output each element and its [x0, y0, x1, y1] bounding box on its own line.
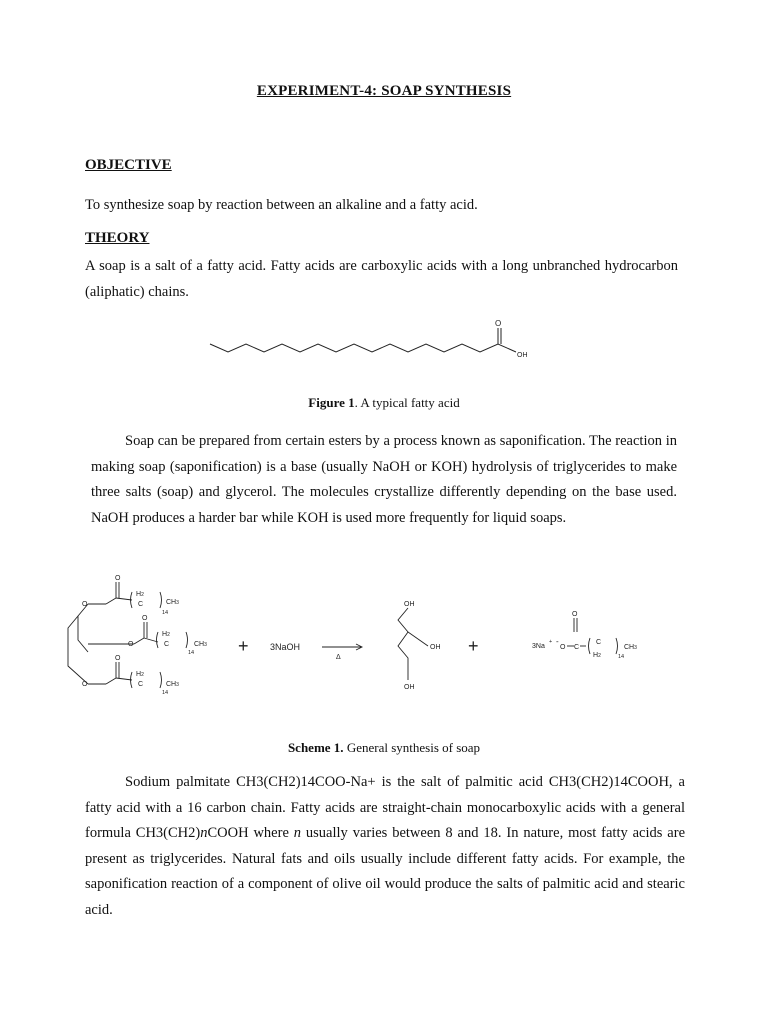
soap-na-label: 3Na — [532, 643, 545, 650]
paragraph-3-lead: Sodium palmitate CH3(CH2)14COO-Na+ is the salt of palmitic acid CH3(CH2)14COOH, a fatty acid with a 16 carbon chain. Fatty acids are straight-chain monocarboxylic acids with a general formula CH3(CH2) — [85, 774, 685, 841]
scheme-plus-1: + — [238, 636, 249, 656]
scheme-carbonyl-o-3: O — [115, 655, 121, 662]
soap-na-charge: + — [549, 639, 553, 645]
figure-1-o-label: O — [495, 319, 502, 328]
formula-n: n — [200, 825, 208, 841]
scheme-ch3-3: CH3 — [166, 681, 179, 688]
glycerol-oh-top: OH — [404, 601, 415, 608]
soap-o-minus: O — [560, 644, 566, 651]
scheme-ch3-1: CH3 — [166, 599, 179, 606]
scheme-carbonyl-o-1: O — [115, 575, 121, 582]
figure-1-caption-text: . A typical fatty acid — [354, 395, 460, 410]
scheme-c-1: C — [138, 601, 144, 608]
scheme-sub-14-1: 14 — [162, 610, 169, 616]
scheme-c-2: C — [164, 641, 170, 648]
scheme-plus-2: + — [468, 636, 479, 656]
scheme-carbonyl-o-2: O — [142, 615, 148, 622]
variable-n: n — [293, 825, 302, 841]
scheme-ester-o-1: O — [82, 601, 88, 608]
scheme-reagent: 3NaOH — [270, 642, 301, 652]
scheme-h2-1: H2 — [136, 591, 144, 598]
soap-chain-c: C — [596, 639, 602, 646]
scheme-ester-o-2: O — [128, 641, 134, 648]
soap-ch3: CH3 — [624, 644, 637, 651]
paragraph-3-tail: usually varies between 8 and 18. In nature, most fatty acids are present as triglycerides. Natural fats and oils usually include different fatty acids. For example, the saponification reaction of a component of olive oil would produce the salts of palmitic acid and stearic acid. — [85, 825, 686, 918]
soap-o-charge: - — [556, 637, 559, 646]
scheme-1-caption-text: General synthesis of soap — [343, 740, 481, 755]
figure-1-caption-label: Figure 1 — [308, 395, 355, 410]
soap-carbonyl-o: O — [572, 611, 578, 618]
scheme-h2-3: H2 — [136, 671, 144, 678]
glycerol-oh-middle: OH — [430, 644, 441, 651]
objective-text: To synthesize soap by reaction between an alkaline and a fatty acid. — [85, 197, 478, 213]
objective-heading: OBJECTIVE — [85, 157, 172, 173]
saponification-scheme — [60, 570, 700, 700]
scheme-sub-14-3: 14 — [162, 690, 169, 696]
glycerol-oh-bottom: OH — [404, 684, 415, 691]
scheme-1-caption — [0, 740, 768, 756]
scheme-c-3: C — [138, 681, 144, 688]
fatty-acid-structure — [200, 312, 540, 372]
scheme-sub-14-2: 14 — [188, 650, 195, 656]
theory-heading: THEORY — [85, 230, 150, 246]
soap-sub-14: 14 — [618, 654, 625, 660]
paragraph-3-mid: COOH where — [207, 825, 294, 841]
soap-h2: H2 — [593, 652, 601, 659]
scheme-h2-2: H2 — [162, 631, 170, 638]
theory-paragraph-3 — [85, 770, 685, 923]
theory-paragraph-2: Soap can be prepared from certain esters by a process known as saponification. The reaction in making soap (saponification) is a base (usually NaOH or KOH) hydrolysis of triglycerides to make three salts (soap) and glycerol. The molecules crystallize differently depending on the base used. NaOH produces a harder bar while KOH is used more frequently for liquid soaps. — [91, 433, 677, 526]
scheme-ester-o-3: O — [82, 681, 88, 688]
scheme-1-caption-label: Scheme 1. — [287, 740, 344, 755]
page-title: EXPERIMENT-4: SOAP SYNTHESIS — [256, 83, 512, 99]
scheme-heat-symbol: Δ — [336, 654, 341, 661]
figure-1-caption — [0, 395, 768, 411]
figure-1-oh-label: OH — [517, 352, 528, 359]
scheme-ch3-2: CH3 — [194, 641, 207, 648]
theory-paragraph-1: A soap is a salt of a fatty acid. Fatty acids are carboxylic acids with a long unbranched hydrocarbon (aliphatic) chains. — [85, 258, 678, 300]
soap-c: C — [574, 644, 580, 651]
